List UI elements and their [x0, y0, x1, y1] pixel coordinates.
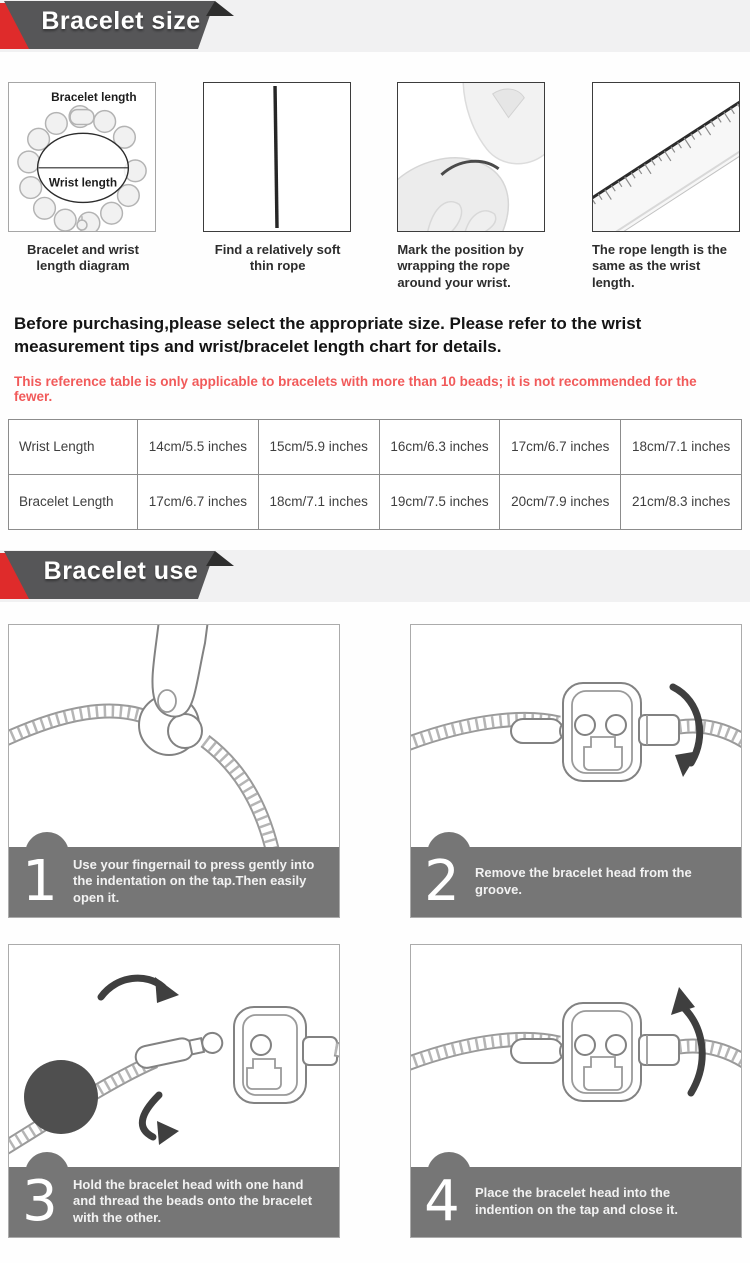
step4-number: 4: [424, 1169, 460, 1235]
bracelet-use-title: Bracelet use: [43, 556, 199, 585]
measure-caption-rope: Find a relatively soft thin rope: [214, 242, 341, 274]
bracelet-length-value: 20cm/7.9 inches: [500, 474, 621, 529]
step1-number: 1: [22, 849, 58, 915]
purchase-advice-text: Before purchasing,please select the appropriate size. Please refer to the wrist measurement tips and wrist/bracelet length chart for details.: [14, 313, 642, 356]
size-chart-table: [8, 419, 742, 530]
bracelet-length-value: 21cm/8.3 inches: [621, 474, 742, 529]
wrist-length-value: 16cm/6.3 inches: [379, 419, 500, 474]
use-step-panel-1: [8, 624, 340, 918]
bracelet-length-value: 19cm/7.5 inches: [379, 474, 500, 529]
table-row: [9, 419, 742, 474]
bracelet-use-band: [0, 550, 750, 602]
bottom-spacer: [0, 1238, 750, 1263]
step3-thread-beads-illustration: [9, 945, 339, 1167]
wrist-length-value: 15cm/5.9 inches: [258, 419, 379, 474]
measure-caption-wrap: Mark the position by wrapping the rope around your wrist.: [397, 242, 524, 290]
measure-step-ruler: [592, 82, 742, 291]
bracelet-length-value: 18cm/7.1 inches: [258, 474, 379, 529]
wrist-length-value: 14cm/5.5 inches: [138, 419, 259, 474]
ruler-illustration: [593, 83, 739, 231]
bracelet-size-title: Bracelet size: [41, 7, 201, 35]
rope-illustration: [204, 83, 350, 231]
wrist-wrap-image: [397, 82, 545, 232]
use-step-panel-2: [410, 624, 742, 918]
step2-number: 2: [424, 849, 460, 915]
table-row: [9, 474, 742, 529]
measure-caption-diagram: Bracelet and wrist length diagram: [27, 242, 139, 274]
step1-open-clasp-illustration: [9, 625, 339, 847]
reference-warning-text: This reference table is only applicable to bracelets with more than 10 beads; it is not recommended for the fewer.: [14, 373, 697, 404]
wrist-length-row-label: Wrist Length: [9, 419, 138, 474]
bracelet-size-ribbon: [0, 0, 240, 52]
bracelet-size-band: [0, 0, 750, 52]
step2-text: Remove the bracelet head from the groove.: [475, 865, 692, 897]
rope-image: [203, 82, 351, 232]
bracelet-use-ribbon: [0, 550, 240, 602]
use-steps-grid: [0, 624, 750, 1238]
measure-caption-ruler: The rope length is the same as the wrist length.: [591, 242, 728, 290]
measuring-steps-row: [0, 82, 750, 291]
step3-text: Hold the bracelet head with one hand and thread the beads onto the bracelet with the other.: [73, 1176, 313, 1225]
wrist-length-value: 17cm/6.7 inches: [500, 419, 621, 474]
step1-text: Use your fingernail to press gently into the indentation on the tap.Then easily open it.: [73, 856, 315, 905]
step1-caption-bar: [9, 847, 339, 917]
step4-caption-bar: [411, 1167, 741, 1237]
bracelet-diagram-image: [8, 82, 156, 232]
bracelet-length-value: 17cm/6.7 inches: [138, 474, 259, 529]
step2-remove-head-illustration: [411, 625, 741, 847]
wrist-length-label: Wrist length: [48, 175, 118, 190]
step4-close-clasp-illustration: [411, 945, 741, 1167]
step4-text: Place the bracelet head into the indention on the tap and close it.: [475, 1185, 678, 1217]
use-step-panel-4: [410, 944, 742, 1238]
step3-number: 3: [22, 1169, 58, 1235]
bracelet-length-label: Bracelet length: [51, 89, 137, 104]
ruler-image: [592, 82, 740, 232]
hands-photo-illustration: [398, 83, 544, 231]
step2-caption-bar: [411, 847, 741, 917]
bracelet-diagram-illustration: [9, 83, 155, 231]
bracelet-length-row-label: Bracelet Length: [9, 474, 138, 529]
measure-step-diagram: [8, 82, 158, 291]
step3-caption-bar: [9, 1167, 339, 1237]
use-step-panel-3: [8, 944, 340, 1238]
measure-step-wrap: [397, 82, 547, 291]
wrist-length-value: 18cm/7.1 inches: [621, 419, 742, 474]
measure-step-rope: [203, 82, 353, 291]
